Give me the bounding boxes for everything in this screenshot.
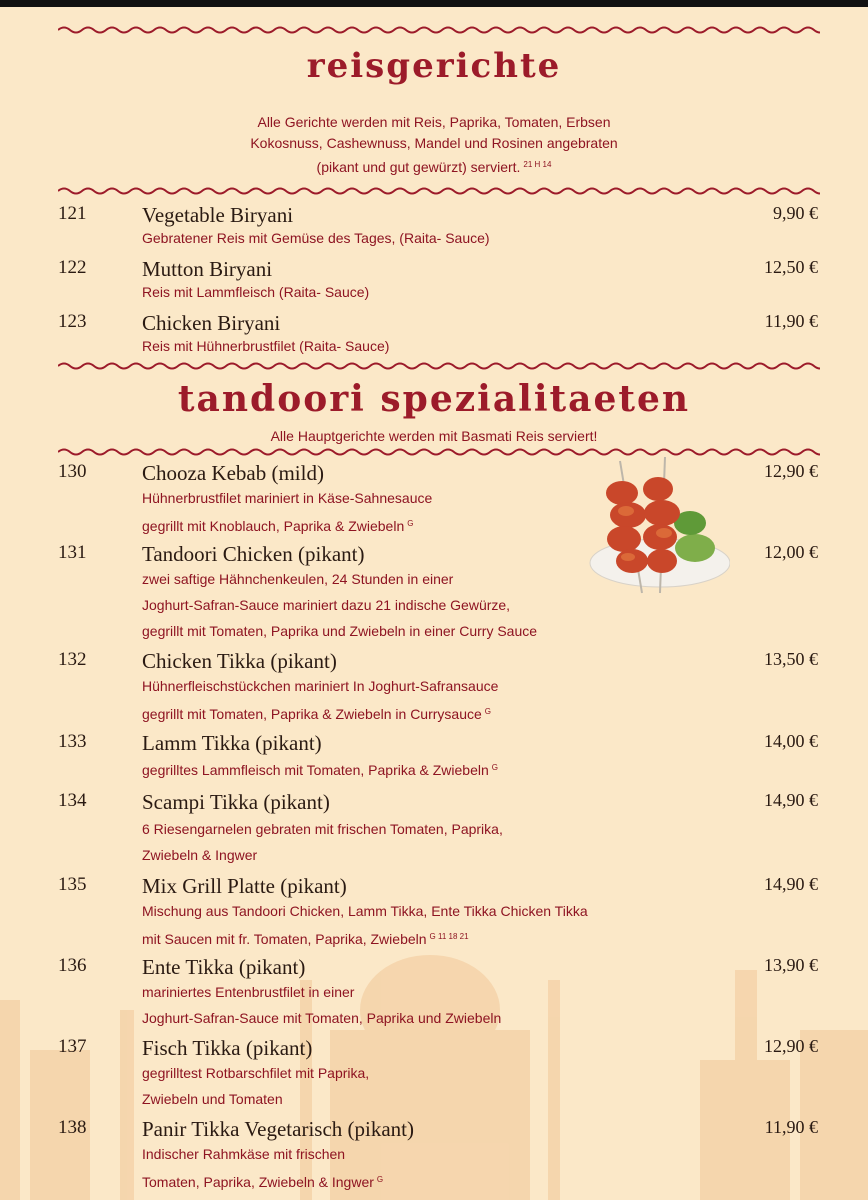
divider-wave [58, 25, 820, 35]
item-description: Reis mit Lammfleisch (Raita- Sauce) [142, 284, 370, 300]
section-title-tandoori: tandoori spezialitaeten [177, 378, 691, 420]
item-description: Joghurt-Safran-Sauce mariniert dazu 21 indische Gewürze, [142, 597, 511, 613]
item-number: 137 [58, 1036, 87, 1057]
item-price: 14,00 € [764, 731, 818, 751]
item-number: 138 [58, 1117, 87, 1138]
item-description: gegrilltest Rotbarschfilet mit Paprika, [142, 1065, 370, 1081]
chicken-kebab-plate-icon [580, 453, 730, 603]
item-number: 123 [58, 311, 87, 332]
item-number: 132 [58, 649, 87, 670]
item-description: gegrilltes Lammfleisch mit Tomaten, Paprika & Zwiebeln $^G$ [142, 762, 499, 778]
item-price: 14,90 € [764, 874, 818, 894]
item-price: 12,90 € [764, 1036, 818, 1056]
item-description: Mischung aus Tandoori Chicken, Lamm Tikka, Ente Tikka Chicken Tikka [142, 903, 588, 919]
item-name: Panir Tikka Vegetarisch (pikant) [142, 1117, 414, 1141]
tandoori-intro: Alle Hauptgerichte werden mit Basmati Reis serviert! [270, 428, 598, 444]
item-price: 11,90 € [764, 1117, 818, 1137]
item-description: mariniertes Entenbrustfilet in einer [142, 984, 355, 1000]
item-name: Mutton Biryani [142, 257, 273, 281]
item-name: Tandoori Chicken (pikant) [142, 542, 365, 566]
rice-intro-line: (pikant und gut gewürzt) serviert. $^{21 H 14}$ [316, 159, 552, 175]
item-description: 6 Riesengarnelen gebraten mit frischen Tomaten, Paprika, [142, 821, 503, 837]
item-name: Vegetable Biryani [142, 203, 294, 227]
divider-wave [58, 361, 820, 371]
item-description: mit Saucen mit fr. Tomaten, Paprika, Zwiebeln $^{G 11 18 21}$ [142, 931, 469, 947]
item-description: Indischer Rahmkäse mit frischen [142, 1146, 346, 1162]
item-number: 136 [58, 955, 87, 976]
skyline-background-icon [0, 940, 868, 1200]
section-title-rice: reisgerichte [306, 46, 562, 86]
item-price: 13,90 € [764, 955, 818, 975]
item-name: Chicken Biryani [142, 311, 281, 335]
item-name: Ente Tikka (pikant) [142, 955, 306, 979]
item-description: Zwiebeln & Ingwer [142, 847, 258, 863]
item-description: Joghurt-Safran-Sauce mit Tomaten, Paprika und Zwiebeln [142, 1010, 502, 1026]
item-description: Hühnerbrustfilet mariniert in Käse-Sahnesauce [142, 490, 433, 506]
item-description: gegrillt mit Tomaten, Paprika & Zwiebeln in Currysauce $^G$ [142, 706, 492, 722]
rice-intro-line: Kokosnuss, Cashewnuss, Mandel und Rosinen angebraten [250, 135, 618, 151]
item-price: 14,90 € [764, 790, 818, 810]
item-name: Lamm Tikka (pikant) [142, 731, 322, 755]
item-price: 11,90 € [764, 311, 818, 331]
item-number: 135 [58, 874, 87, 895]
item-name: Scampi Tikka (pikant) [142, 790, 330, 814]
item-price: 9,90 € [773, 203, 818, 223]
item-number: 133 [58, 731, 87, 752]
item-description: Tomaten, Paprika, Zwiebeln & Ingwer $^G$ [142, 1174, 384, 1190]
item-description: Hühnerfleischstückchen mariniert In Joghurt-Safransauce [142, 678, 499, 694]
item-price: 12,50 € [764, 257, 818, 277]
item-name: Chicken Tikka (pikant) [142, 649, 337, 673]
item-number: 121 [58, 203, 87, 224]
divider-wave [58, 186, 820, 196]
item-description: Gebratener Reis mit Gemüse des Tages, (Raita- Sauce) [142, 230, 490, 246]
item-name: Chooza Kebab (mild) [142, 461, 324, 485]
item-name: Fisch Tikka (pikant) [142, 1036, 313, 1060]
item-description: gegrillt mit Tomaten, Paprika und Zwiebeln in einer Curry Sauce [142, 623, 538, 639]
rice-intro-line: Alle Gerichte werden mit Reis, Paprika, Tomaten, Erbsen [257, 114, 611, 130]
item-description: zwei saftige Hähnchenkeulen, 24 Stunden in einer [142, 571, 454, 587]
item-price: 12,90 € [764, 461, 818, 481]
item-number: 122 [58, 257, 87, 278]
item-price: 13,50 € [764, 649, 818, 669]
item-description: gegrillt mit Knoblauch, Paprika & Zwiebeln $^G$ [142, 518, 414, 534]
item-number: 131 [58, 542, 87, 563]
top-bar [0, 0, 868, 7]
item-description: Zwiebeln und Tomaten [142, 1091, 283, 1107]
item-description: Reis mit Hühnerbrustfilet (Raita- Sauce) [142, 338, 390, 354]
item-price: 12,00 € [764, 542, 818, 562]
item-number: 134 [58, 790, 87, 811]
item-number: 130 [58, 461, 87, 482]
item-name: Mix Grill Platte (pikant) [142, 874, 347, 898]
